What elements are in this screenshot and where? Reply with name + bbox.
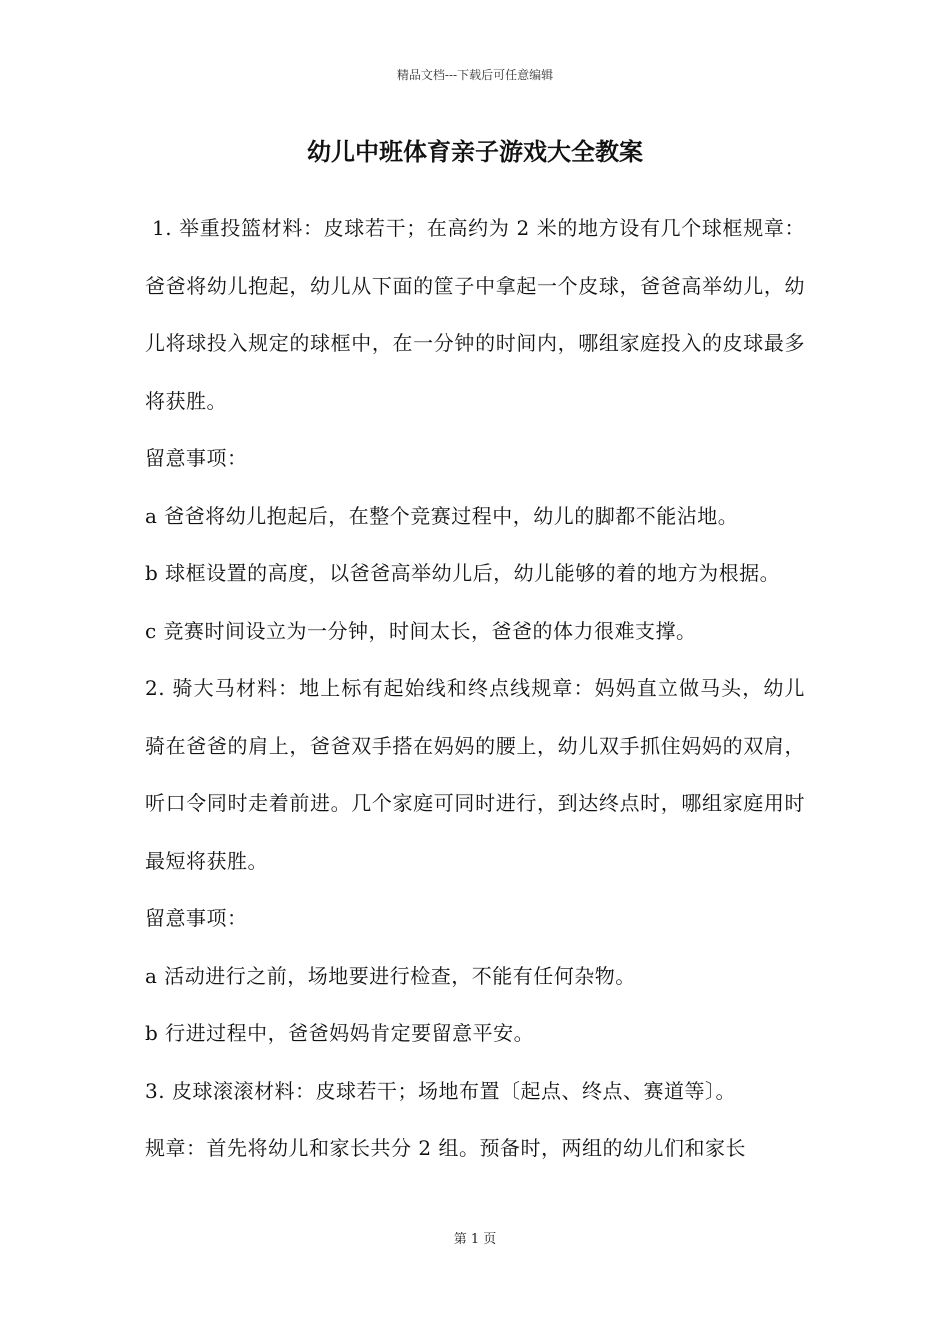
header-note: 精品文档---下载后可任意编辑 [396,68,554,82]
paragraph-notes-heading-1: 留意事项： [145,446,248,470]
paragraph-note-1a: a 爸爸将幼儿抱起后，在整个竞赛过程中，幼儿的脚都不能沾地。 [145,503,739,528]
paragraph-note-1c: c 竞赛时间设立为一分钟，时间太长，爸爸的体力很难支撑。 [145,618,697,643]
paragraph-game-1-rules: 1. 举重投篮材料：皮球若干；在高约为 2 米的地方设有几个球框规章：爸爸将幼儿抱起，幼儿从下面的筐子中拿起一个皮球，爸爸高举幼儿，幼儿将球投入规定的球框中，在一分钟的时间内，哪组家庭投入的皮球最多将获胜。 [145,216,805,413]
document-body [145,200,805,1178]
paragraph-notes-heading-2: 留意事项： [145,906,248,930]
paragraph-note-1b: b 球框设置的高度，以爸爸高举幼儿后，幼儿能够的着的地方为根据。 [145,561,781,585]
paragraph-note-2b: b 行进过程中，爸爸妈妈肯定要留意平安。 [145,1021,535,1045]
paragraph-game-2-rules: 2. 骑大马材料：地上标有起始线和终点线规章：妈妈直立做马头，幼儿骑在爸爸的肩上，爸爸双手搭在妈妈的腰上，幼儿双手抓住妈妈的双肩，听口令同时走着前进。几个家庭可同时进行，到达终点时，哪组家庭用时最短将获胜。 [145,676,805,873]
page-number: 第 1 页 [453,1232,497,1247]
paragraph-note-2a: a 活动进行之前，场地要进行检查，不能有任何杂物。 [145,963,636,988]
paragraph-game-3-rules: 规章：首先将幼儿和家长共分 2 组。预备时，两组的幼儿们和家长 [145,1136,746,1160]
paragraph-game-3-materials: 3. 皮球滚滚材料：皮球若干；场地布置〔起点、终点、赛道等〕。 [145,1078,736,1103]
document-title: 幼儿中班体育亲子游戏大全教案 [307,137,643,166]
